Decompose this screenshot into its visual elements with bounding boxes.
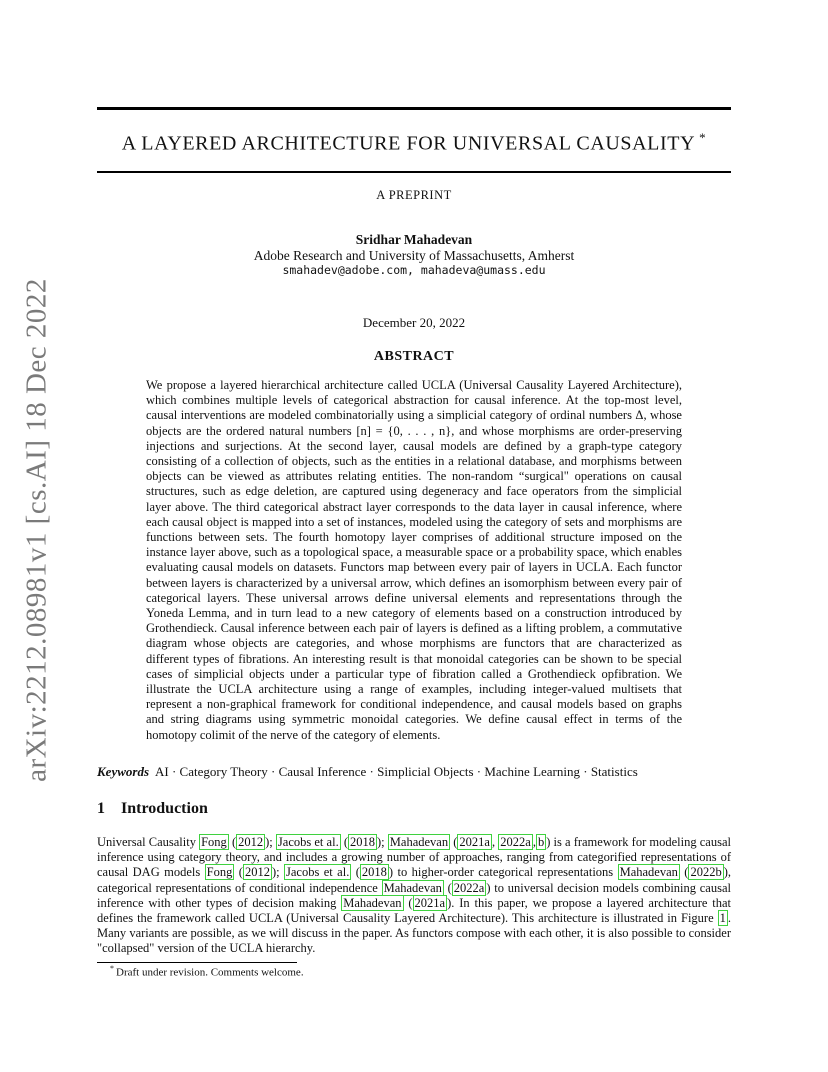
citation-link[interactable]: Mahadevan — [343, 895, 402, 910]
paper-title-text: A LAYERED ARCHITECTURE FOR UNIVERSAL CAUSALITY — [121, 132, 696, 155]
intro-text: , — [532, 835, 536, 849]
title-footnote-mark[interactable]: * — [699, 130, 707, 145]
section-heading — [97, 800, 208, 818]
intro-text: ( — [351, 865, 360, 880]
citation-link[interactable]: b — [537, 835, 545, 849]
citation-link[interactable]: 2021a — [414, 895, 446, 910]
keywords-label: Keywords — [97, 764, 149, 779]
author-name: Sridhar Mahadevan — [355, 232, 473, 247]
citation-link[interactable]: Jacobs et al. — [286, 865, 350, 880]
footnote-mark: * — [110, 964, 114, 973]
citation-link[interactable]: 2021a — [459, 835, 490, 849]
citation-link[interactable]: 2012 — [238, 835, 264, 849]
intro-text: ), categorical representations of conditional independence — [97, 865, 732, 895]
paper-title — [97, 130, 731, 156]
intro-text: ( — [234, 865, 243, 880]
author-email[interactable]: smahadev@adobe.com, mahadeva@umass.edu — [282, 263, 546, 277]
citation-link[interactable]: Mahadevan — [389, 835, 449, 849]
intro-text: ). In this paper, we propose a layered architecture that defines the framework called UCLA (Universal Causality Layered Architecture). This architecture is illustrated in Figure — [97, 895, 731, 926]
intro-text: Universal Causality — [97, 835, 200, 849]
figure-link[interactable]: 1 — [719, 911, 726, 926]
intro-text: ); — [377, 835, 388, 849]
paper-date: December 20, 2022 — [362, 315, 466, 330]
intro-text: ( — [403, 895, 413, 910]
intro-text: ); — [265, 835, 276, 849]
intro-text: ( — [340, 835, 349, 849]
intro-text: ( — [443, 880, 452, 895]
abstract-body: We propose a layered hierarchical architecture called UCLA (Universal Causality Layered Architecture), which combines multiple levels of categorical abstraction for causal inference. At the top-most level, causal interventions are modeled combinatorially using a simplicial category of ordinal numbers Δ, whose objects are the ordered natural numbers [n] = {0, . . . , n}, and whose morphisms are order-preserving injections and surjections. At the second layer, causal models are defined by a graph-type category consisting of a collection of objects, such as the entities in a relational database, and morphisms between objects can be viewed as attributes relating entities. The non-random “surgical" operations on causal structures, such as edge deletion, are captured using degeneracy and face operators from the simplicial layer above. The third categorical abstract layer corresponds to the data layer in causal inference, where each causal object is mapped into a set of instances, modeled using the category of sets and morphisms are functions between sets. The fourth homotopy layer comprises of additional structure imposed on the instance layer above, such as a topological space, a measurable space or a probability space, which enables evaluating causal models on datasets. Functors map between every pair of layers in UCLA. Each functor between layers is characterized by a universal arrow, which defines an isomorphism between every pair of categorical layers. These universal arrows define universal elements and representations through the Yoneda Lemma, and in turn lead to a new category of elements based on a construction introduced by Grothendieck. Causal inference between each pair of layers is defined as a lifting problem, a commutative diagram whose objects are categories, and whose morphisms are functors that are characterized as different types of fibrations. An interesting result is that monoidal categories can be shown to be special cases of simplicial objects under a particular type of fibration called a Grothendieck opfibration. We illustrate the UCLA architecture using a range of examples, including integer-valued multisets that represent a non-graphical framework for conditional independence, and causal models based on graphs and string diagrams using symmetric monoidal categories. We define causal effect in terms of the homotopy colimit of the nerve of the category of elements. — [146, 378, 682, 742]
citation-link[interactable]: 2018 — [361, 865, 387, 880]
citation-link[interactable]: 2018 — [350, 835, 376, 849]
intro-text: . Many variants are possible, as we will discuss in the paper. As functors compose with each other, it is also possible to consider "collapsed" version of the UCLA hierarchy. — [97, 911, 731, 956]
citation-link[interactable]: 2022a — [500, 835, 531, 849]
arxiv-identifier-text: arXiv:2212.08981v1 [cs.AI] 18 Dec 2022 — [20, 278, 53, 782]
intro-text: ) is a framework for modeling causal inference using category theory, and includes a growing number of approaches, ranging from categorified representations of causal DAG models — [97, 835, 731, 880]
intro-text: ) to higher-order categorical representations — [388, 865, 618, 880]
author-affiliation: Adobe Research and University of Massachusetts, Amherst — [253, 247, 575, 263]
title-bottom-rule — [97, 171, 731, 173]
citation-link[interactable]: Fong — [206, 865, 233, 880]
intro-text: ); — [271, 865, 285, 880]
citation-link[interactable]: Fong — [201, 835, 227, 849]
title-top-rule — [97, 107, 731, 110]
citation-link[interactable]: Mahadevan — [383, 880, 442, 895]
footnote — [110, 964, 304, 979]
abstract-heading: ABSTRACT — [373, 349, 455, 364]
citation-link[interactable]: Mahadevan — [619, 865, 678, 880]
footnote-text: Draft under revision. Comments welcome. — [116, 966, 304, 979]
author-block — [97, 232, 731, 279]
citation-link[interactable]: Jacobs et al. — [277, 835, 339, 849]
citation-link[interactable]: 2012 — [244, 865, 270, 880]
arxiv-identifier — [12, 278, 62, 782]
intro-paragraph — [97, 835, 731, 957]
citation-link[interactable]: 2022b — [690, 865, 722, 880]
section-number: 1 — [97, 800, 105, 817]
intro-text: ( — [679, 865, 689, 880]
footnote-rule — [97, 962, 297, 963]
intro-text: ) to universal decision models combining causal inference with other types of decision making — [97, 880, 731, 910]
citation-link[interactable]: 2022a — [453, 880, 485, 895]
keywords-line — [97, 764, 731, 780]
preprint-label: A PREPRINT — [376, 188, 452, 202]
intro-text: ( — [228, 835, 237, 849]
intro-text: ( — [450, 835, 458, 849]
intro-text: , — [491, 835, 499, 849]
keywords-text: AI · Category Theory · Causal Inference · Simplicial Objects · Machine Learning · Statistics — [155, 764, 638, 779]
section-title: Introduction — [121, 800, 208, 817]
